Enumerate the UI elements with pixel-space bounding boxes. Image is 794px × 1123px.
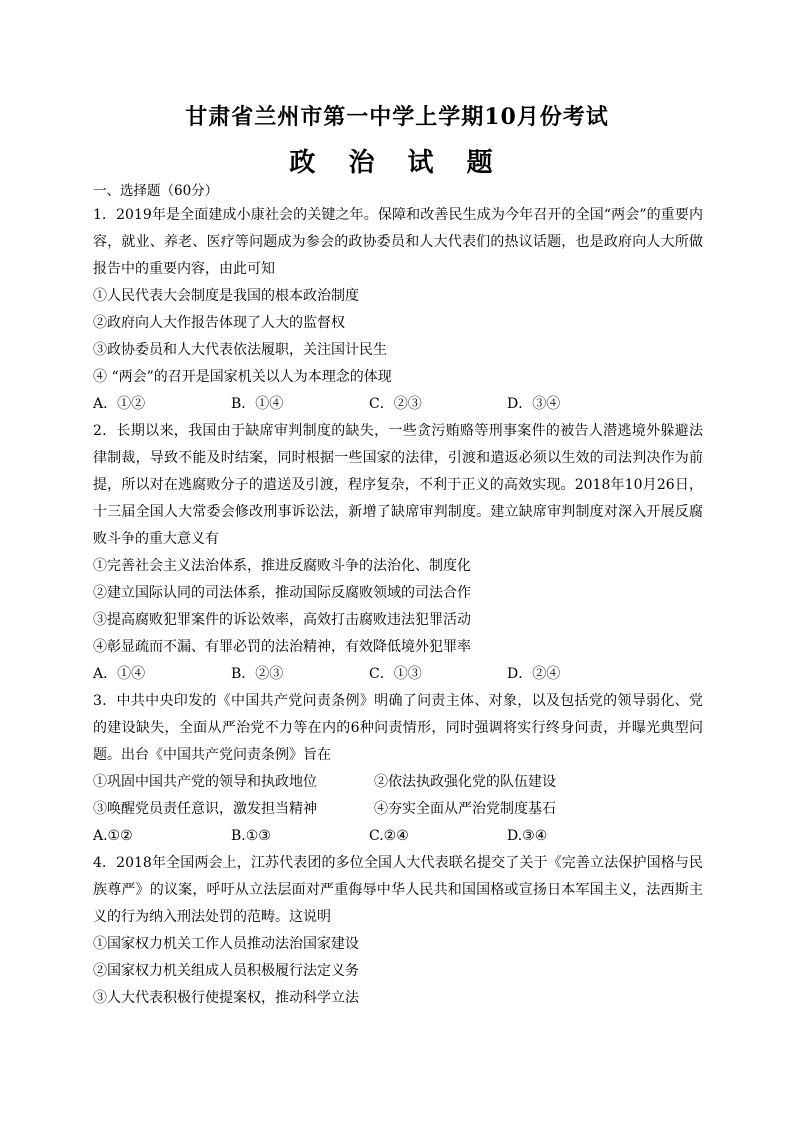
questions-body (93, 202, 703, 1012)
option-c: C.②④ (369, 828, 409, 844)
question-3-stem: 3．中共中央印发的《中国共产党问责条例》明确了问责主体、对象，以及包括党的领导弱化、党的建设缺失，全面从严治党不力等在内的6种问责情形，同时强调将实行终身问责，并曝光典型问题。出台《中国共产党问责条例》旨在 (93, 693, 703, 763)
exam-title: 甘肃省兰州市第一中学上学期10月份考试 (185, 104, 609, 130)
option-d: D.③④ (507, 828, 548, 844)
question-2-stem: 2．长期以来，我国由于缺席审判制度的缺失，一些贪污贿赂等刑事案件的被告人潜逃境外躲避法律制裁，导致不能及时结案，同时根据一些国家的法律，引渡和遣返必须以生效的司法判决作为前提，所以对在逃腐败分子的遣送及引渡，程序复杂，不利于正义的高效实现。2018年10月26日，十三届全国人大常委会修改刑事诉讼法，新增了缺席审判制度。建立缺席审判制度对深入开展反腐败斗争的重大意义有 (93, 423, 703, 547)
question-2-statement-1: ①完善社会主义法治体系，推进反腐败斗争的法治化、制度化 (93, 558, 471, 574)
question-2-statement-3: ③提高腐败犯罪案件的诉讼效率，高效打击腐败违法犯罪活动 (93, 612, 471, 628)
question-1-statement-3: ③政协委员和人大代表依法履职，关注国计民生 (93, 342, 387, 358)
question-3-statements-row-2 (93, 796, 703, 823)
option-b: B．①④ (231, 396, 284, 412)
option-b: B.①③ (231, 828, 271, 844)
question-2-statement-4: ④彰显疏而不漏、有罪必罚的法治精神，有效降低境外犯罪率 (93, 639, 471, 655)
question-1-stem: 1．2019年是全面建成小康社会的关键之年。保障和改善民生成为今年召开的全国“两会”的重要内容，就业、养老、医疗等问题成为参会的政协委员和人大代表们的热议话题，也是政府向人大所做报告中的重要内容，由此可知 (93, 207, 703, 277)
question-1-statement-4: ④ “两会”的召开是国家机关以人为本理念的体现 (93, 369, 392, 385)
question-2-options (93, 661, 703, 688)
question-1-statement-2: ②政府向人大作报告体现了人大的监督权 (93, 315, 345, 331)
question-3-statement-4: ④夯实全面从严治党制度基石 (374, 801, 556, 817)
option-a: A.①② (93, 828, 133, 844)
question-3-statement-1: ①巩固中国共产党的领导和执政地位 (93, 774, 317, 790)
question-4-statement-2: ②国家权力机关组成人员积极履行法定义务 (93, 963, 359, 979)
question-3-statement-2: ②依法执政强化党的队伍建设 (374, 774, 556, 790)
question-4-statement-3: ③人大代表积极行使提案权，推动科学立法 (93, 990, 359, 1006)
option-a: A．①④ (93, 666, 146, 682)
question-3-statements-row-1 (93, 769, 703, 796)
option-c: C．②③ (369, 396, 422, 412)
question-2-statement-2: ②建立国际认同的司法体系，推动国际反腐败领域的司法合作 (93, 585, 471, 601)
question-3-options (93, 823, 703, 850)
subject-title: 政 治 试 题 (289, 148, 505, 178)
option-c: C．①③ (369, 666, 422, 682)
question-1-options (93, 391, 703, 418)
question-4-statement-1: ①国家权力机关工作人员推动法治国家建设 (93, 936, 359, 952)
section-heading: 一、选择题（60分） (93, 183, 219, 199)
option-b: B．②③ (231, 666, 284, 682)
question-3-statement-3: ③唤醒党员责任意识，激发担当精神 (93, 801, 317, 817)
question-1-statement-1: ①人民代表大会制度是我国的根本政治制度 (93, 288, 359, 304)
option-d: D．②④ (507, 666, 561, 682)
option-a: A．①② (93, 396, 146, 412)
option-d: D．③④ (507, 396, 561, 412)
question-4-stem: 4．2018年全国两会上，江苏代表团的多位全国人大代表联名提交了关于《完善立法保护国格与民族尊严》的议案，呼吁从立法层面对严重侮辱中华人民共和国国格或宣扬日本军国主义，法西斯主义的行为纳入刑法处罚的范畴。这说明 (93, 855, 703, 925)
